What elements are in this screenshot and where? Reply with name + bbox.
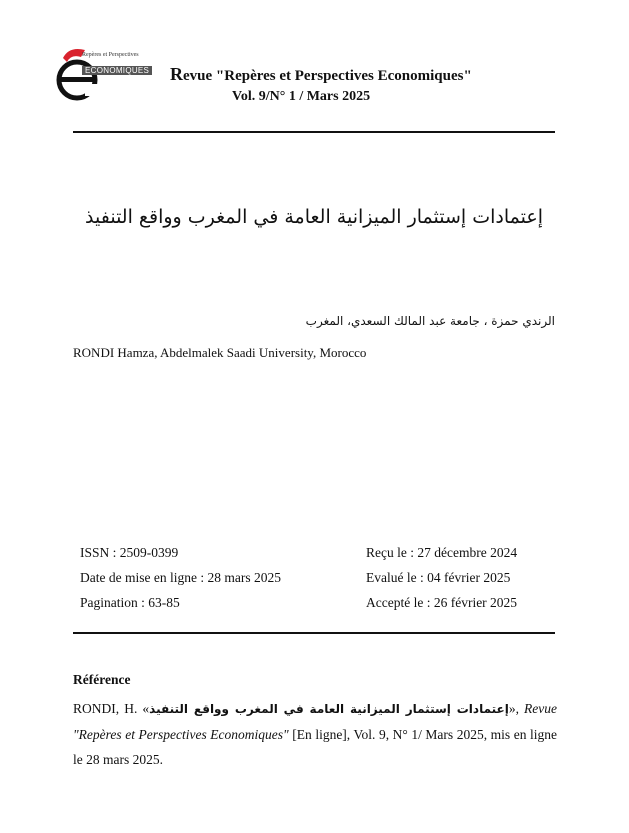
- logo-band-text: ECONOMIQUES: [82, 66, 152, 75]
- journal-title: [170, 64, 472, 85]
- reference-title-ar: إعتمادات إستثمار الميزانية العامة في المغرب وواقع التنفيذ: [149, 702, 509, 716]
- online-date: Date de mise en ligne : 28 mars 2025: [80, 570, 281, 585]
- evaluated-date: Evalué le : 04 février 2025: [366, 570, 511, 585]
- reference-after-title: »,: [508, 701, 525, 716]
- journal-logo: [55, 44, 150, 104]
- issn: ISSN : 2509-0399: [80, 545, 179, 560]
- accepted-date: Accepté le : 26 février 2025: [366, 595, 518, 610]
- journal-title-rest: evue "Repères et Perspectives Economiques": [183, 68, 472, 84]
- reference-prefix: RONDI, H. «: [73, 701, 150, 716]
- reference-journal: Revue "Repères et Perspectives Economiques": [73, 701, 558, 742]
- article-title-ar: إعتمادات إستثمار الميزانية العامة في المغرب وواقع التنفيذ: [85, 206, 543, 228]
- journal-issue: Vol. 9/N° 1 / Mars 2025: [232, 89, 371, 104]
- logo-small-text: Repères et Perspectives: [82, 52, 139, 58]
- author-ar: الرندي حمزة ، جامعة عبد المالك السعدي، المغرب: [305, 314, 555, 328]
- received-date: Reçu le : 27 décembre 2024: [366, 545, 518, 560]
- reference-text: [73, 696, 557, 772]
- pagination: Pagination : 63-85: [80, 595, 180, 610]
- meta-divider: [73, 632, 555, 634]
- reference-suffix: [En ligne], Vol. 9, N° 1/ Mars 2025, mis en ligne le 28 mars 2025.: [73, 727, 557, 767]
- header-divider: [73, 131, 555, 133]
- journal-title-initial: R: [170, 64, 183, 84]
- reference-heading: Référence: [73, 672, 131, 687]
- author-fr: RONDI Hamza, Abdelmalek Saadi University, Morocco: [73, 345, 367, 360]
